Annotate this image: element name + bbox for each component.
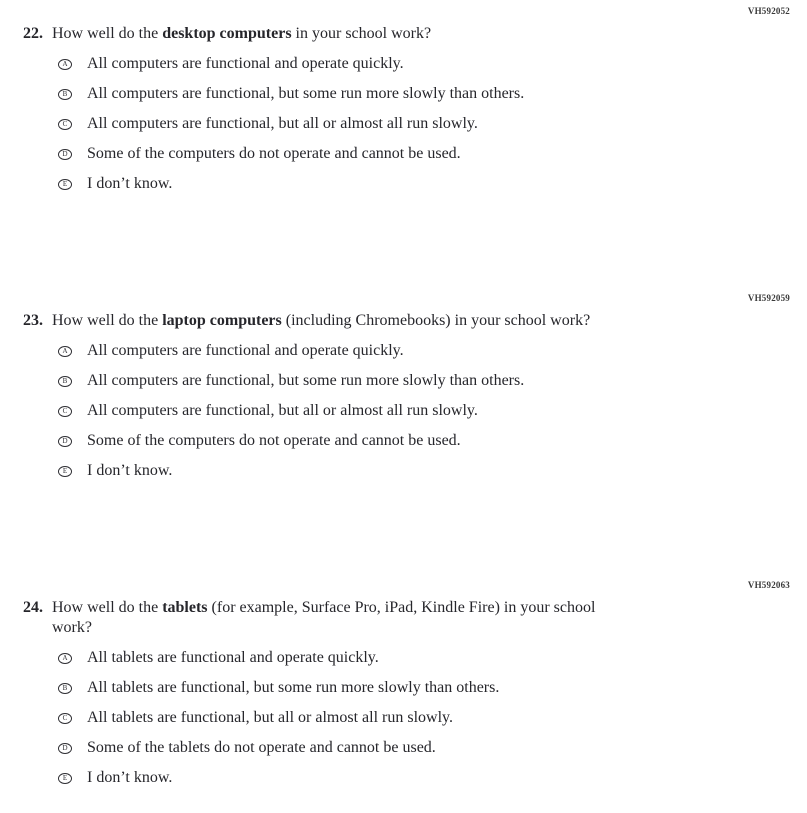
answer-bubble-b[interactable] bbox=[58, 683, 72, 694]
bubble-letter: C bbox=[62, 713, 68, 722]
bubble-letter: E bbox=[62, 773, 68, 782]
bubble-letter: B bbox=[62, 376, 68, 385]
answer-text: All computers are functional, but some run more slowly than others. bbox=[87, 85, 525, 102]
answer-bubble-d[interactable] bbox=[58, 436, 72, 447]
question-number: 23. bbox=[23, 312, 43, 329]
answer-text: Some of the computers do not operate and cannot be used. bbox=[87, 432, 461, 449]
answer-option-e[interactable] bbox=[0, 177, 807, 191]
answer-option-e[interactable] bbox=[0, 464, 807, 478]
question-number: 24. bbox=[23, 599, 43, 616]
answer-option-d[interactable] bbox=[0, 147, 807, 161]
question-number: 22. bbox=[23, 25, 43, 42]
answer-option-c[interactable] bbox=[0, 711, 807, 725]
answer-bubble-e[interactable] bbox=[58, 773, 72, 784]
answer-options bbox=[0, 651, 807, 785]
item-code: VH592059 bbox=[747, 293, 790, 303]
answer-option-a[interactable] bbox=[0, 651, 807, 665]
answer-option-d[interactable] bbox=[0, 434, 807, 448]
question-line bbox=[0, 288, 807, 331]
answer-text: I don’t know. bbox=[87, 462, 173, 479]
answer-bubble-b[interactable] bbox=[58, 376, 72, 387]
answer-text: I don’t know. bbox=[87, 175, 173, 192]
answer-option-c[interactable] bbox=[0, 404, 807, 418]
answer-option-b[interactable] bbox=[0, 681, 807, 695]
answer-text: All tablets are functional, but some run more slowly than others. bbox=[87, 679, 500, 696]
answer-options bbox=[0, 57, 807, 191]
question-text: How well do the tablets (for example, Surface Pro, iPad, Kindle Fire) in your school work? bbox=[52, 599, 596, 636]
answer-options bbox=[0, 344, 807, 478]
answer-bubble-a[interactable] bbox=[58, 59, 72, 70]
answer-option-b[interactable] bbox=[0, 87, 807, 101]
bubble-letter: B bbox=[62, 683, 68, 692]
question-line bbox=[0, 575, 807, 638]
answer-bubble-d[interactable] bbox=[58, 149, 72, 160]
question-line bbox=[0, 1, 807, 44]
bubble-letter: A bbox=[62, 653, 68, 662]
item-code: VH592063 bbox=[747, 580, 790, 590]
bubble-letter: C bbox=[62, 119, 68, 128]
answer-text: All computers are functional, but some run more slowly than others. bbox=[87, 372, 525, 389]
answer-text: All tablets are functional, but all or almost all run slowly. bbox=[87, 709, 453, 726]
answer-text: Some of the computers do not operate and cannot be used. bbox=[87, 145, 461, 162]
answer-text: All computers are functional and operate quickly. bbox=[87, 55, 404, 72]
bubble-letter: D bbox=[62, 149, 68, 158]
bubble-letter: D bbox=[62, 436, 68, 445]
answer-option-a[interactable] bbox=[0, 344, 807, 358]
question-block-22 bbox=[0, 1, 807, 207]
bubble-letter: B bbox=[62, 89, 68, 98]
question-block-23 bbox=[0, 288, 807, 494]
answer-text: All computers are functional and operate quickly. bbox=[87, 342, 404, 359]
answer-text: Some of the tablets do not operate and cannot be used. bbox=[87, 739, 436, 756]
question-text: How well do the desktop computers in your school work? bbox=[52, 25, 432, 42]
answer-bubble-d[interactable] bbox=[58, 743, 72, 754]
answer-bubble-c[interactable] bbox=[58, 406, 72, 417]
answer-text: All tablets are functional and operate quickly. bbox=[87, 649, 379, 666]
bubble-letter: C bbox=[62, 406, 68, 415]
bubble-letter: A bbox=[62, 59, 68, 68]
bubble-letter: A bbox=[62, 346, 68, 355]
bubble-letter: E bbox=[62, 179, 68, 188]
answer-bubble-e[interactable] bbox=[58, 466, 72, 477]
answer-bubble-a[interactable] bbox=[58, 346, 72, 357]
item-code: VH592052 bbox=[747, 6, 790, 16]
answer-option-b[interactable] bbox=[0, 374, 807, 388]
answer-option-a[interactable] bbox=[0, 57, 807, 71]
question-text: How well do the laptop computers (including Chromebooks) in your school work? bbox=[52, 312, 591, 329]
answer-bubble-a[interactable] bbox=[58, 653, 72, 664]
answer-bubble-b[interactable] bbox=[58, 89, 72, 100]
answer-bubble-e[interactable] bbox=[58, 179, 72, 190]
answer-option-c[interactable] bbox=[0, 117, 807, 131]
answer-option-e[interactable] bbox=[0, 771, 807, 785]
bubble-letter: D bbox=[62, 743, 68, 752]
answer-bubble-c[interactable] bbox=[58, 119, 72, 130]
answer-bubble-c[interactable] bbox=[58, 713, 72, 724]
answer-option-d[interactable] bbox=[0, 741, 807, 755]
question-block-24 bbox=[0, 575, 807, 801]
answer-text: I don’t know. bbox=[87, 769, 173, 786]
bubble-letter: E bbox=[62, 466, 68, 475]
answer-text: All computers are functional, but all or almost all run slowly. bbox=[87, 115, 478, 132]
answer-text: All computers are functional, but all or almost all run slowly. bbox=[87, 402, 478, 419]
